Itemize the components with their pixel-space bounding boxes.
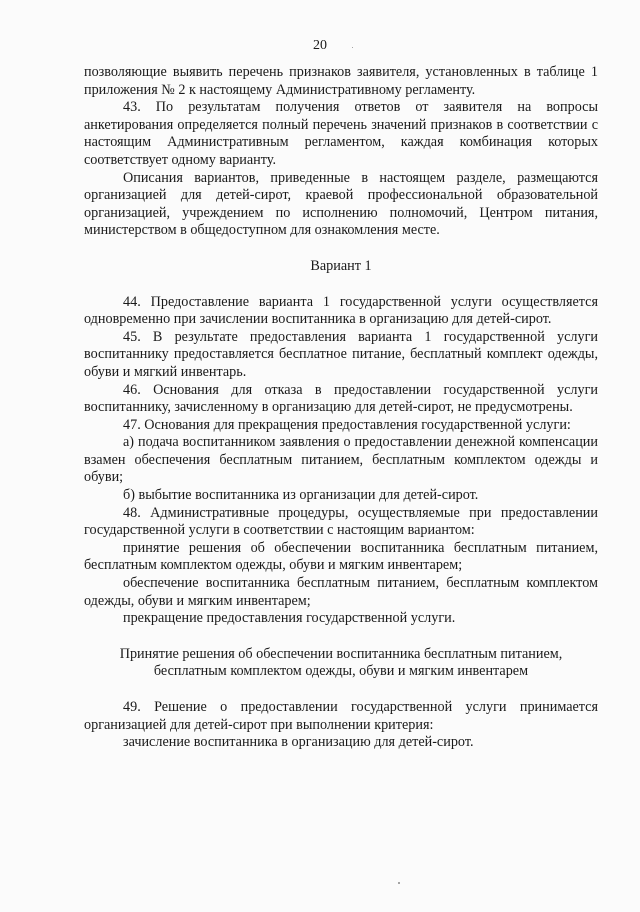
- scan-speck: [398, 882, 400, 884]
- page-number: 20: [313, 38, 327, 53]
- paragraph-47-b: б) выбытие воспитанника из организации для детей-сирот.: [123, 487, 479, 504]
- paragraph-48: 48. Административные процедуры, осуществляемые при предоставлении государственной услуги в соответствии с настоящим вариантом:: [84, 504, 598, 539]
- heading-variant-1: Вариант 1: [310, 257, 372, 274]
- heading-decision-section: Принятие решения об обеспечении воспитанника бесплатным питанием, бесплатным комплектом одежды, обуви и мягким инвентарем: [119, 645, 563, 680]
- paragraph-43: 43. По результатам получения ответов от заявителя на вопросы анкетирования определяется полный перечень значений признаков в соответствии с настоящим Административным регламентом, каждая комбинация которых соответствует одному варианту.: [84, 99, 598, 168]
- paragraph-47: 47. Основания для прекращения предоставления государственной услуги:: [123, 416, 571, 433]
- paragraph-48-item-1: принятие решения об обеспечении воспитанника бесплатным питанием, бесплатным комплектом одежды, обуви и мягким инвентарем;: [84, 539, 598, 574]
- paragraph-48-item-3: прекращение предоставления государственной услуги.: [123, 610, 456, 627]
- paragraph-49-item-1: зачисление воспитанника в организацию для детей-сирот.: [123, 734, 474, 751]
- paragraph-variants-description: Описания вариантов, приведенные в настоящем разделе, размещаются организацией для детей-сирот, краевой профессиональной образовательной организацией, учреждением по исполнению полномочий, Центром питания, министерством в общедоступном для ознакомления месте.: [84, 169, 598, 239]
- paragraph-44: 44. Предоставление варианта 1 государственной услуги осуществляется одновременно при зачислении воспитанника в организацию для детей-сирот.: [84, 293, 598, 328]
- paragraph-45: 45. В результате предоставления варианта 1 государственной услуги воспитаннику предоставляется бесплатное питание, бесплатный комплект одежды, обуви и мягкий инвентарь.: [84, 328, 598, 380]
- document-body: [84, 64, 598, 752]
- paragraph-continuation: позволяющие выявить перечень признаков заявителя, установленных в таблице 1 приложения № 2 к настоящему Административному регламенту.: [84, 64, 598, 98]
- scan-speck: [352, 47, 353, 48]
- paragraph-46: 46. Основания для отказа в предоставлении государственной услуги воспитаннику, зачисленному в организацию для детей-сирот, не предусмотрены.: [84, 381, 598, 416]
- paragraph-47-a: а) подача воспитанником заявления о предоставлении денежной компенсации взамен обеспечения бесплатным питанием, бесплатным комплектом одежды и обуви;: [84, 434, 598, 486]
- paragraph-49: 49. Решение о предоставлении государственной услуги принимается организацией для детей-сирот при выполнении критерия:: [84, 699, 598, 733]
- paragraph-48-item-2: обеспечение воспитанника бесплатным питанием, бесплатным комплектом одежды, обуви и мягким инвентарем;: [84, 575, 598, 609]
